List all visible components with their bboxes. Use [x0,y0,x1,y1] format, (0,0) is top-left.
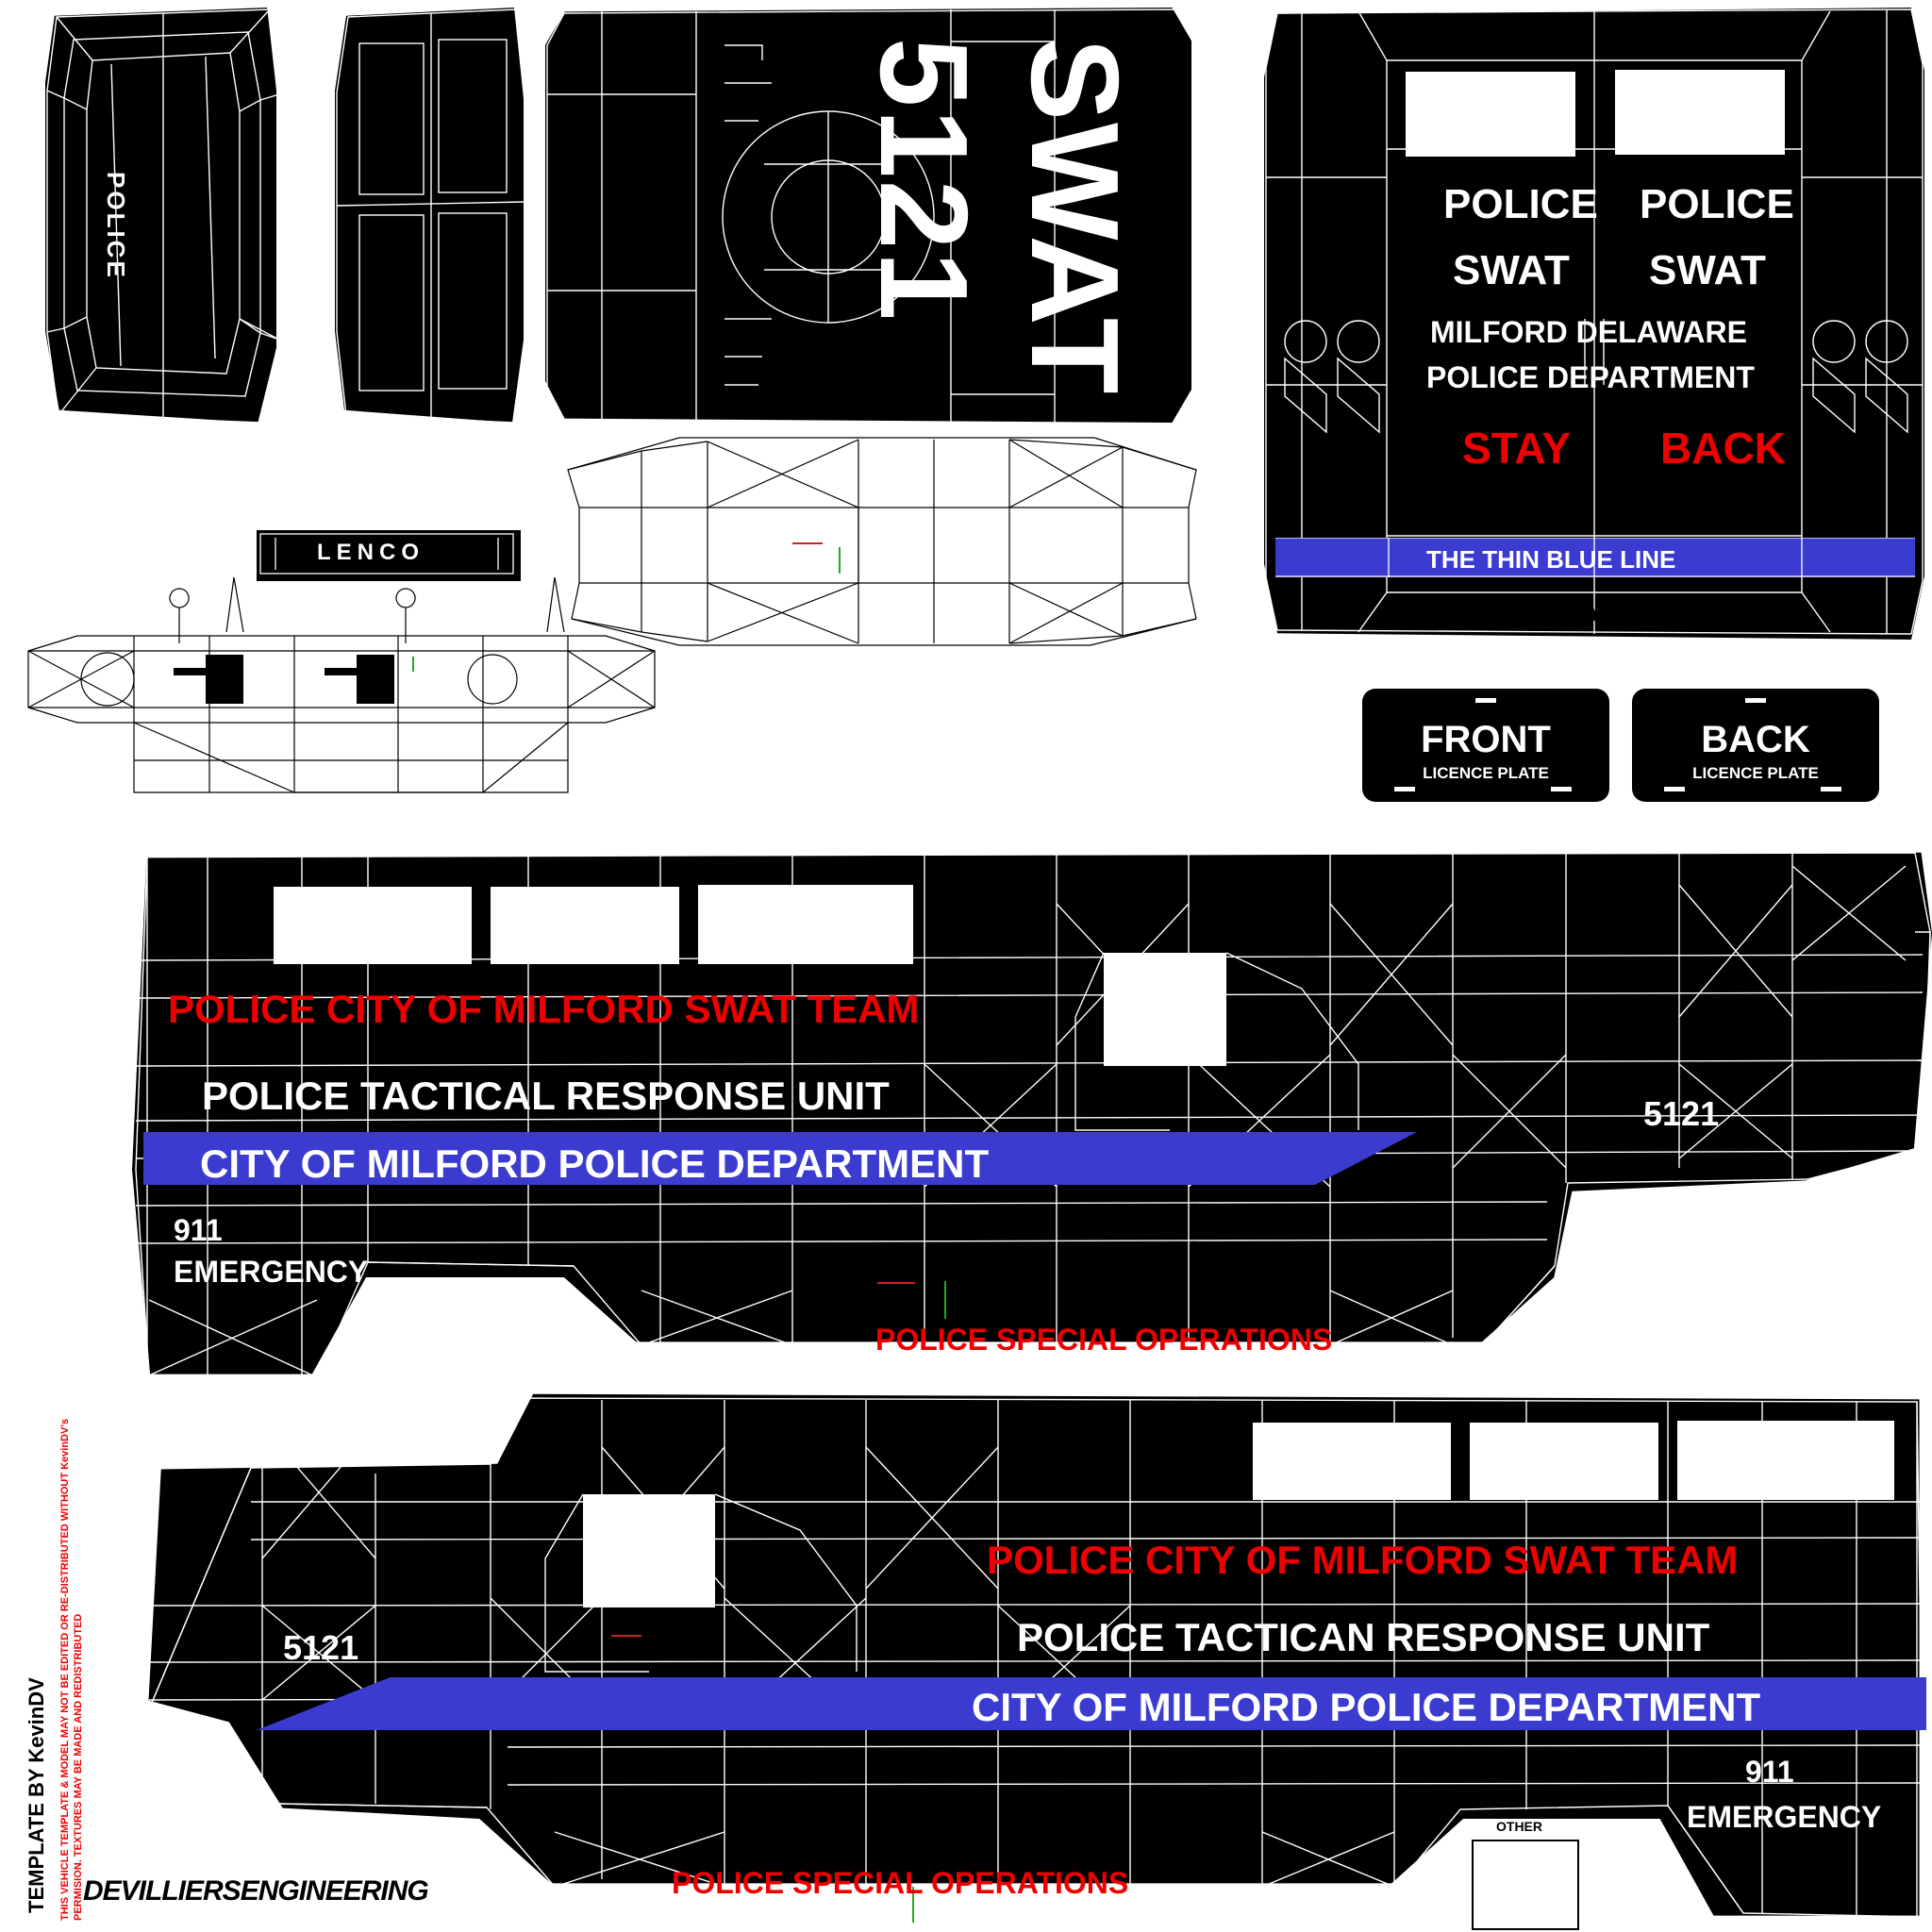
rear-right-police: POLICE [1640,181,1794,227]
rear-right-swat: SWAT [1649,247,1766,293]
rear-warning-stay: STAY [1462,424,1572,473]
side-left-footer: POLICE SPECIAL OPERATIONS [875,1323,1333,1357]
other-decal-box [1472,1840,1579,1930]
template-legal-notice: THIS VEHICLE TEMPLATE & MODEL MAY NOT BE EDITED OR RE-DISTRIBUTED WITHOUT KevinDV's PERMISION. TEXTURES MAY BE MADE AND REDISTRIBUTED [59,1418,84,1921]
rear-left-police: POLICE [1443,181,1598,227]
rear-agency-line2: POLICE DEPARTMENT [1426,360,1755,394]
side-left-subline: POLICE TACTICAL RESPONSE UNIT [202,1074,890,1118]
hood-panel-center [335,8,524,423]
rear-thin-blue-line-text: THE THIN BLUE LINE [1426,545,1676,574]
front-plate-label: FRONT [1421,719,1551,760]
rear-motto: PROTECT AND SERVE [1415,592,1763,628]
side-right-headline: POLICE CITY OF MILFORD SWAT TEAM [987,1538,1739,1582]
plate-dash-bottom-right [1821,787,1841,791]
lenco-badge-label: LENCO [317,540,425,565]
side-right-department: CITY OF MILFORD POLICE DEPARTMENT [972,1685,1761,1729]
side-left-department: CITY OF MILFORD POLICE DEPARTMENT [200,1141,990,1186]
side-right-subline: POLICE TACTICAN RESPONSE UNIT [1017,1615,1710,1659]
side-right-emergency-label: EMERGENCY [1687,1800,1882,1834]
plate-dash-bottom-left [1394,787,1415,791]
front-plate-sublabel: LICENCE PLATE [1423,764,1549,782]
side-left-emergency-number: 911 [174,1213,223,1247]
side-right-unit-number: 5121 [283,1628,359,1667]
template-author-credit: TEMPLATE BY KevinDV [25,1677,48,1913]
roof-swat-label: SWAT [1006,38,1144,396]
rear-agency-line1: MILFORD DELAWARE [1430,315,1747,349]
side-left-headline: POLICE CITY OF MILFORD SWAT TEAM [168,987,920,1031]
front-licence-plate [1362,689,1609,802]
rear-warning-back: BACK [1660,424,1786,473]
back-licence-plate [1632,689,1879,802]
roof-unit-number: 5121 [855,38,993,323]
side-left-unit-number: 5121 [1643,1094,1720,1133]
plate-dash-top [1475,698,1496,703]
hood-panel-left [45,8,276,423]
chassis-underside-wireframe [566,432,1198,649]
side-right-footer: POLICE SPECIAL OPERATIONS [672,1866,1129,1900]
hood-police-label: POLICE [102,172,130,280]
plate-dash-bottom-right [1551,787,1572,791]
side-right-emergency-number: 911 [1745,1755,1794,1789]
other-decal-label: OTHER [1496,1819,1542,1834]
plate-dash-bottom-left [1664,787,1685,791]
studio-logo: DEVILLIERSENGINEERING [83,1875,428,1907]
side-left-emergency-label: EMERGENCY [174,1255,369,1289]
back-plate-sublabel: LICENCE PLATE [1692,764,1819,782]
plate-dash-top [1745,698,1766,703]
rear-left-swat: SWAT [1453,247,1570,293]
back-plate-label: BACK [1701,719,1810,760]
front-bumper-wireframe [21,575,662,811]
